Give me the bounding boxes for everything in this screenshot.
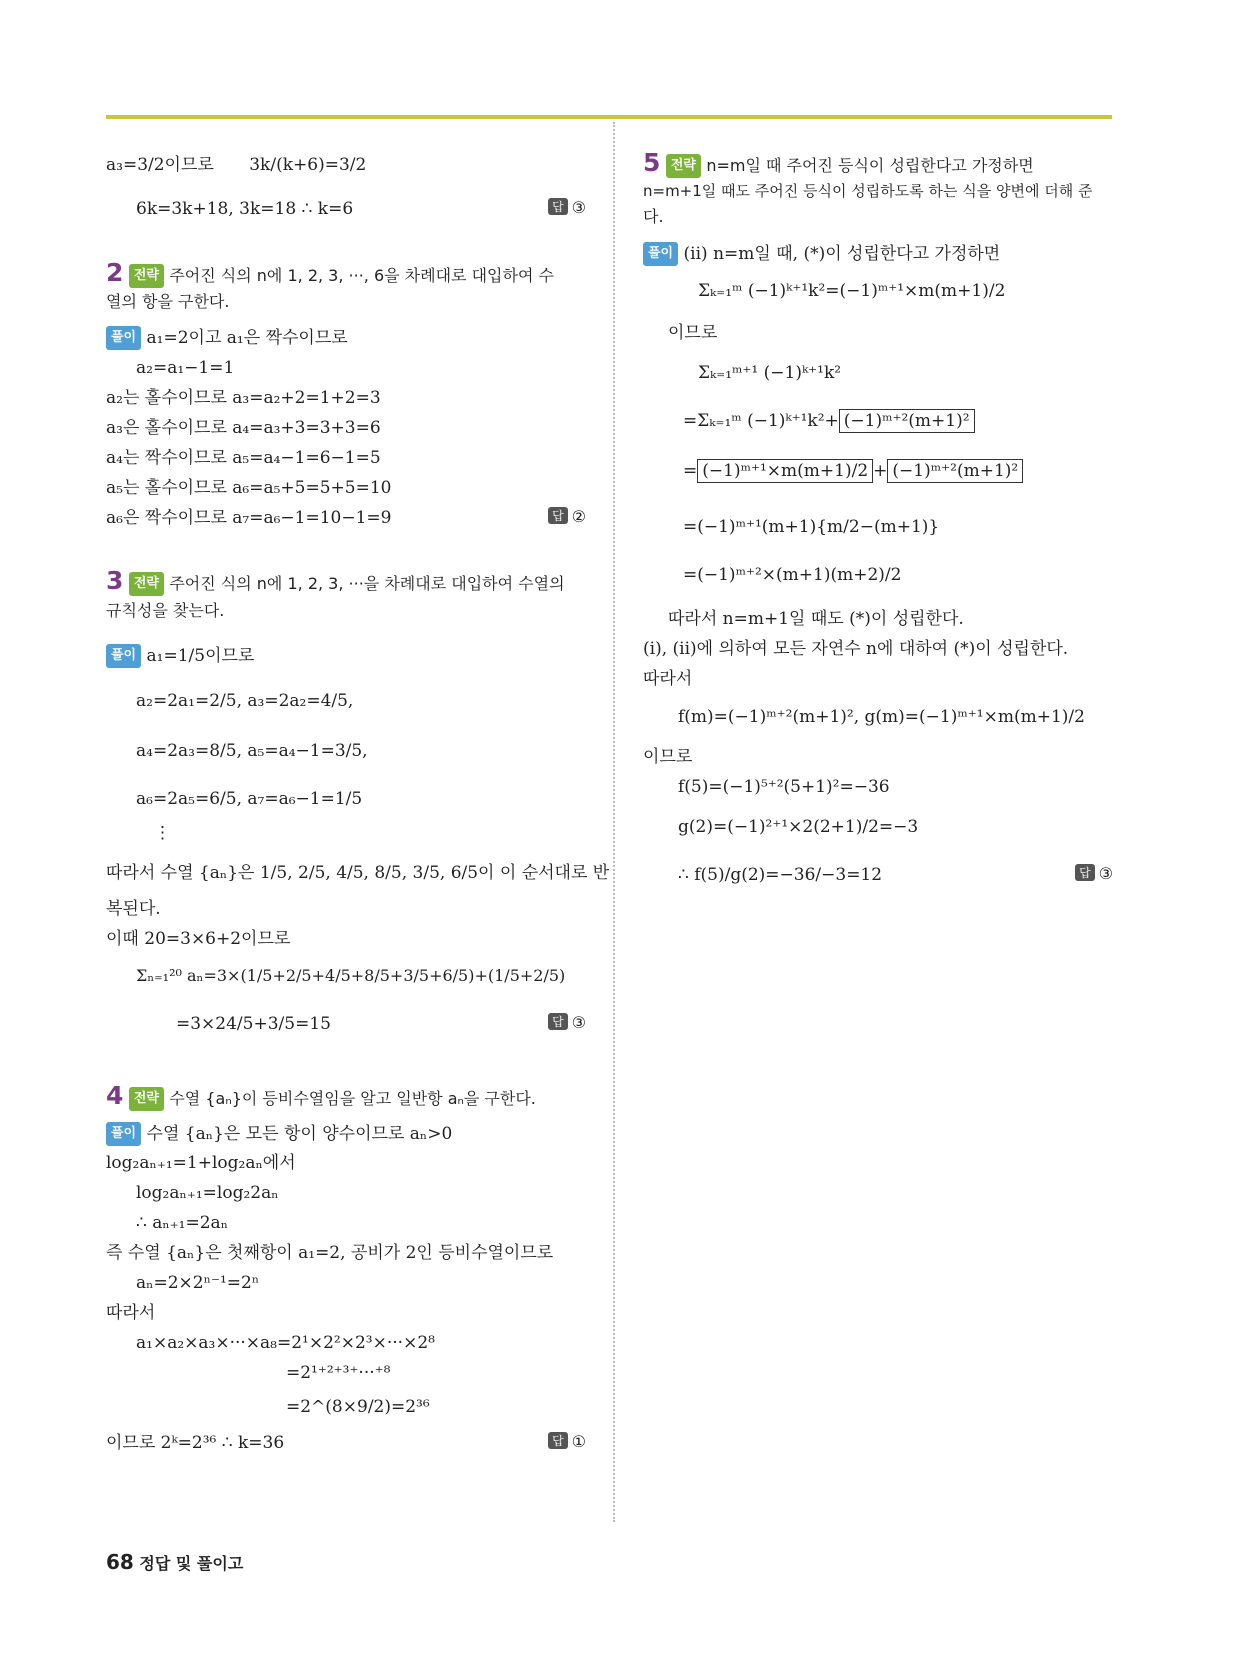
q4-answer: [548, 1432, 586, 1451]
q5-line: f(m)=(−1)ᵐ⁺²(m+1)², g(m)=(−1)ᵐ⁺¹×m(m+1)/2: [678, 707, 1085, 727]
q2-line: a₂는 홀수이므로 a₃=a₂+2=1+2=3: [106, 388, 381, 408]
q3-sol-line-0: [106, 644, 254, 668]
q3-line: a₂=2a₁=2/5, a₃=2a₂=4/5,: [136, 691, 354, 711]
q4-line: 이므로 2ᵏ=2³⁶ ∴ k=36: [106, 1433, 285, 1453]
q2-line: a₃은 홀수이므로 a₄=a₃+3=3+3=6: [106, 418, 381, 438]
q1-text-b: 3k/(k+6)=3/2: [249, 155, 367, 175]
q5-line: Σₖ₌₁ᵐ (−1)ᵏ⁺¹k²=(−1)ᵐ⁺¹×m(m+1)/2: [698, 281, 1006, 301]
answer-label: 답: [548, 507, 568, 524]
q3-line: 따라서 수열 {aₙ}은 1/5, 2/5, 4/5, 8/5, 3/5, 6/5이 이 순서대로 반: [106, 863, 610, 883]
q3-line: Σₙ₌₁²⁰ aₙ=3×(1/5+2/5+4/5+8/5+3/5+6/5)+(1/5+2/5): [136, 966, 566, 985]
q4-line: ∴ aₙ₊₁=2aₙ: [136, 1213, 229, 1233]
q3-line: a₄=2a₃=8/5, a₅=a₄−1=3/5,: [136, 741, 368, 761]
q5-line: (ii) n=m일 때, (*)이 성립한다고 가정하면: [683, 244, 1001, 264]
q5-header: [643, 148, 1034, 178]
q1-answer-value: ③: [571, 198, 586, 217]
q3-line: 이때 20=3×6+2이므로: [106, 929, 291, 949]
q2-sol-line-0: [106, 326, 348, 350]
q4-line: 즉 수열 {aₙ}은 첫째항이 a₁=2, 공비가 2인 등비수열이므로: [106, 1243, 554, 1263]
q3-number: 3: [106, 566, 124, 595]
q5-sol-line-0: [643, 242, 1000, 266]
q4-line: aₙ=2×2ⁿ⁻¹=2ⁿ: [136, 1273, 260, 1293]
footer-title: 정답 및 풀이고: [139, 1554, 244, 1573]
page-footer: [106, 1550, 243, 1574]
q3-line: ⋮: [154, 823, 171, 843]
q4-answer-value: ①: [571, 1432, 586, 1451]
strategy-tag: 전략: [666, 154, 701, 178]
strategy-tag: 전략: [129, 264, 164, 288]
q2-strategy-cont: 열의 항을 구한다.: [106, 292, 230, 311]
q5-number: 5: [643, 148, 661, 177]
q2-header: [106, 258, 554, 288]
q5-line: 따라서: [643, 669, 693, 689]
q4-line: 따라서: [106, 1303, 156, 1323]
q4-line: log₂aₙ₊₁=log₂2aₙ: [136, 1183, 279, 1203]
solution-tag: 풀이: [106, 326, 141, 350]
q5-boxed-term: (−1)ᵐ⁺²(m+1)²: [839, 409, 975, 433]
q5-boxed-term: (−1)ᵐ⁺¹×m(m+1)/2: [697, 459, 873, 483]
q5-line-boxed-1: [683, 410, 975, 432]
q1-line1: [106, 154, 366, 176]
q4-sol-line-0: [106, 1122, 452, 1146]
answer-label: 답: [548, 198, 568, 215]
q4-number: 4: [106, 1081, 124, 1110]
q4-line: a₁×a₂×a₃×···×a₈=2¹×2²×2³×···×2⁸: [136, 1333, 435, 1353]
q1-line2: 6k=3k+18, 3k=18 ∴ k=6: [136, 199, 354, 219]
q5-strategy-cont: 다.: [643, 207, 664, 226]
q2-number: 2: [106, 258, 124, 287]
solution-tag: 풀이: [643, 242, 678, 266]
strategy-tag: 전략: [129, 1087, 164, 1111]
q5-strategy-cont: n=m+1일 때도 주어진 등식이 성립하도록 하는 식을 양변에 더해 준: [643, 182, 1093, 200]
q5-line: Σₖ₌₁ᵐ⁺¹ (−1)ᵏ⁺¹k²: [698, 363, 842, 383]
q4-line: =2^(8×9/2)=2³⁶: [286, 1397, 430, 1417]
q5-line: 따라서 n=m+1일 때도 (*)이 성립한다.: [668, 609, 964, 629]
q5-line-boxed-2: = (−1)ᵐ⁺¹×m(m+1)/2 + (−1)ᵐ⁺²(m+1)²: [683, 460, 1023, 482]
q5-line: =Σₖ₌₁ᵐ (−1)ᵏ⁺¹k²+: [683, 411, 839, 431]
q5-line: f(5)=(−1)⁵⁺²(5+1)²=−36: [678, 777, 890, 797]
q3-answer-value: ③: [571, 1013, 586, 1032]
page-number: 68: [106, 1550, 134, 1574]
q2-line: a₁=2이고 a₁은 짝수이므로: [146, 328, 348, 348]
q2-answer-value: ②: [571, 507, 586, 526]
q5-line: (i), (ii)에 의하여 모든 자연수 n에 대하여 (*)이 성립한다.: [643, 639, 1069, 659]
answer-label: 답: [548, 1432, 568, 1449]
q5-answer: [1075, 864, 1113, 883]
q4-line: 수열 {aₙ}은 모든 항이 양수이므로 aₙ>0: [146, 1124, 453, 1144]
solution-tag: 풀이: [106, 644, 141, 668]
q3-strategy: 주어진 식의 n에 1, 2, 3, ···을 차례대로 대입하여 수열의: [169, 574, 565, 593]
q5-answer-value: ③: [1098, 864, 1113, 883]
q3-answer: [548, 1013, 586, 1032]
q3-line: 복된다.: [106, 899, 161, 919]
q1-answer: [548, 198, 586, 217]
q5-line: =(−1)ᵐ⁺¹(m+1){m/2−(m+1)}: [683, 517, 940, 537]
q2-answer: [548, 507, 586, 526]
q2-strategy: 주어진 식의 n에 1, 2, 3, ···, 6을 차례대로 대입하여 수: [169, 266, 554, 285]
strategy-tag: 전략: [129, 572, 164, 596]
q5-strategy: n=m일 때 주어진 등식이 성립한다고 가정하면: [706, 156, 1034, 175]
q3-header: [106, 566, 565, 596]
q5-line: ∴ f(5)/g(2)=−36/−3=12: [678, 865, 883, 885]
answer-label: 답: [1075, 864, 1095, 881]
q2-line: a₅는 홀수이므로 a₆=a₅+5=5+5=10: [106, 478, 392, 498]
q4-line: =2¹⁺²⁺³⁺···⁺⁸: [286, 1363, 391, 1383]
q3-strategy-cont: 규칙성을 찾는다.: [106, 601, 225, 620]
q3-line: a₆=2a₅=6/5, a₇=a₆−1=1/5: [136, 789, 363, 809]
q2-line: a₆은 짝수이므로 a₇=a₆−1=10−1=9: [106, 508, 392, 528]
q5-line: =(−1)ᵐ⁺²×(m+1)(m+2)/2: [683, 565, 902, 585]
q5-line: g(2)=(−1)²⁺¹×2(2+1)/2=−3: [678, 817, 919, 837]
q4-header: [106, 1081, 536, 1111]
q3-line: =3×24/5+3/5=15: [176, 1014, 331, 1034]
answer-label: 답: [548, 1013, 568, 1030]
q3-line: a₁=1/5이므로: [146, 646, 255, 666]
q4-strategy: 수열 {aₙ}이 등비수열임을 알고 일반항 aₙ을 구한다.: [169, 1089, 536, 1108]
q5-line: 이므로: [643, 747, 693, 767]
solution-tag: 풀이: [106, 1122, 141, 1146]
q2-line: a₂=a₁−1=1: [136, 358, 235, 378]
q1-text-a: a₃=3/2이므로: [106, 155, 214, 175]
q2-line: a₄는 짝수이므로 a₅=a₄−1=6−1=5: [106, 448, 381, 468]
column-divider: [613, 122, 615, 1522]
q5-line: 이므로: [668, 323, 718, 343]
q5-boxed-term: (−1)ᵐ⁺²(m+1)²: [887, 459, 1023, 483]
top-rule: [106, 115, 1112, 119]
q4-line: log₂aₙ₊₁=1+log₂aₙ에서: [106, 1153, 296, 1173]
